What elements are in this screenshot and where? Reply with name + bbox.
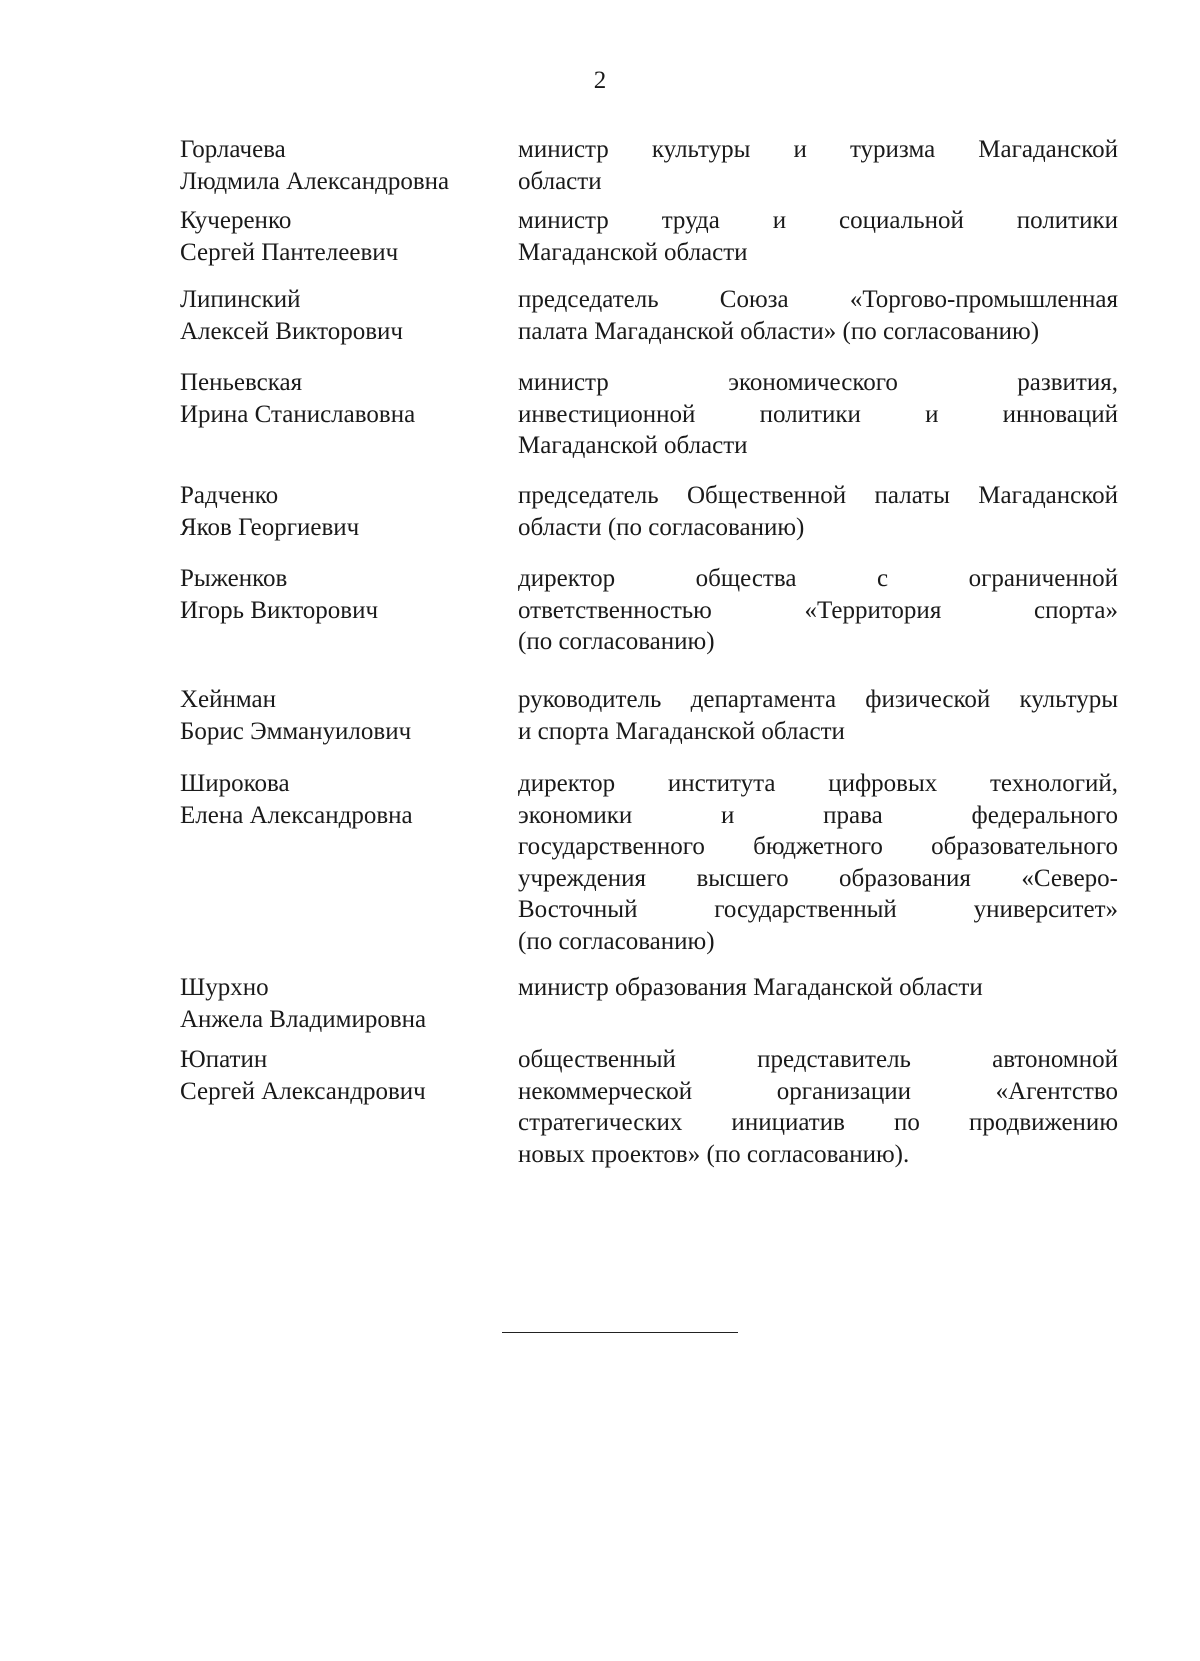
member-position	[518, 1044, 1118, 1170]
position-line: председатель Общественной палаты Магаданской	[518, 482, 1118, 509]
member-given-names: Анжела Владимировна	[180, 1005, 427, 1033]
position-line: руководитель департамента физической культуры	[518, 686, 1118, 713]
member-name	[180, 480, 510, 543]
member-position	[518, 284, 1118, 347]
member-name	[180, 972, 510, 1035]
member-surname: Липинский	[180, 286, 301, 313]
position-line: учреждения высшего образования «Северо-	[518, 864, 1118, 892]
member-position	[518, 972, 1118, 1004]
member-position	[518, 205, 1118, 268]
member-name	[180, 205, 510, 268]
member-surname: Шурхно	[180, 974, 269, 1001]
page-number: 2	[593, 67, 607, 94]
position-line: председатель Союза «Торгово-промышленная	[518, 286, 1118, 313]
member-surname: Пеньевская	[180, 369, 303, 396]
member-given-names: Алексей Викторович	[180, 317, 403, 345]
member-position	[518, 134, 1118, 197]
member-given-names: Сергей Александрович	[180, 1077, 426, 1105]
member-name	[180, 367, 510, 430]
position-line: ответственностью «Территория спорта»	[518, 596, 1118, 624]
position-line: Магаданской области	[518, 238, 748, 266]
position-line: министр экономического развития,	[518, 369, 1118, 396]
member-surname: Широкова	[180, 770, 290, 797]
position-line: области	[518, 167, 602, 195]
position-line: инвестиционной политики и инноваций	[518, 400, 1118, 428]
position-line: экономики и права федерального	[518, 801, 1118, 829]
closing-rule	[502, 1332, 738, 1333]
position-line: новых проектов» (по согласованию).	[518, 1140, 910, 1168]
position-line: некоммерческой организации «Агентство	[518, 1077, 1118, 1105]
member-given-names: Сергей Пантелеевич	[180, 238, 399, 266]
member-given-names: Борис Эммануилович	[180, 717, 412, 745]
member-given-names: Елена Александровна	[180, 801, 413, 829]
position-line: Магаданской области	[518, 432, 748, 459]
member-given-names: Ирина Станиславовна	[180, 400, 416, 428]
position-line: министр образования Магаданской области	[518, 974, 983, 1001]
position-line: директор общества с ограниченной	[518, 565, 1118, 592]
member-position	[518, 563, 1118, 658]
member-given-names: Яков Георгиевич	[180, 513, 360, 541]
member-given-names: Людмила Александровна	[180, 167, 450, 195]
member-position	[518, 367, 1118, 462]
position-line: министр труда и социальной политики	[518, 207, 1118, 234]
member-name	[180, 684, 510, 747]
position-line: директор института цифровых технологий,	[518, 770, 1118, 797]
position-line: (по согласованию)	[518, 628, 715, 655]
position-line: палата Магаданской области» (по согласованию)	[518, 317, 1040, 345]
position-line: и спорта Магаданской области	[518, 717, 845, 745]
member-position	[518, 684, 1118, 747]
member-surname: Кучеренко	[180, 207, 292, 234]
position-line: государственного бюджетного образовательного	[518, 833, 1118, 860]
position-line: Восточный государственный университет»	[518, 896, 1118, 923]
position-line: (по согласованию)	[518, 927, 715, 955]
member-name	[180, 768, 510, 831]
member-surname: Юпатин	[180, 1046, 268, 1073]
member-name	[180, 284, 510, 347]
member-surname: Горлачева	[180, 136, 286, 163]
position-line: области (по согласованию)	[518, 513, 805, 541]
member-surname: Рыженков	[180, 565, 288, 592]
member-surname: Хейнман	[180, 686, 277, 713]
member-name	[180, 134, 510, 197]
position-line: министр культуры и туризма Магаданской	[518, 136, 1118, 163]
member-name	[180, 563, 510, 626]
member-position	[518, 480, 1118, 543]
member-position	[518, 768, 1118, 957]
position-line: стратегических инициатив по продвижению	[518, 1109, 1118, 1136]
member-given-names: Игорь Викторович	[180, 596, 379, 624]
position-line: общественный представитель автономной	[518, 1046, 1118, 1073]
member-surname: Радченко	[180, 482, 279, 509]
member-name	[180, 1044, 510, 1107]
